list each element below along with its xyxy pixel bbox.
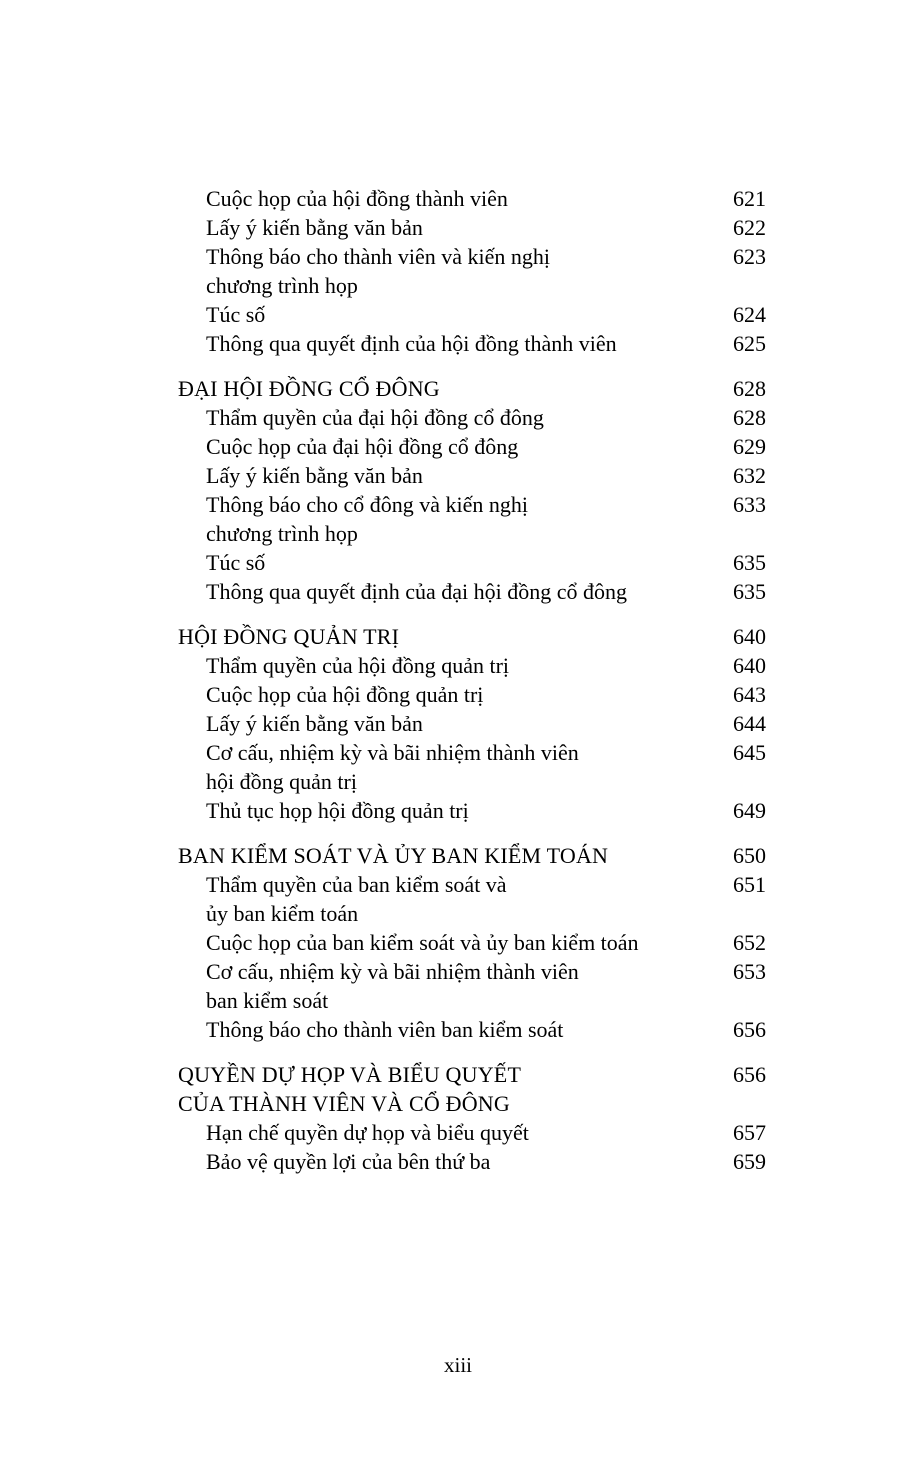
toc-entry-label: Túc số <box>206 302 266 327</box>
toc-entry-label: chương trình họp <box>206 273 358 298</box>
toc-entry-label: Thông báo cho thành viên và kiến nghị <box>206 244 550 269</box>
toc-entry <box>178 548 766 577</box>
toc-entry-line <box>178 548 766 577</box>
toc-entry-line <box>178 709 766 738</box>
toc-entry-page-number: 653 <box>733 959 766 984</box>
toc-entry <box>178 213 766 242</box>
toc-entry-line <box>178 738 766 767</box>
toc-entry-label: Thông báo cho cổ đông và kiến nghị <box>206 492 528 517</box>
toc-entry-label: Cơ cấu, nhiệm kỳ và bãi nhiệm thành viên <box>206 740 579 765</box>
toc-entry-label: Cuộc họp của hội đồng quản trị <box>206 682 484 707</box>
toc-entry-page-number: 640 <box>733 653 766 678</box>
toc-entry-label: Thông qua quyết định của hội đồng thành viên <box>206 331 617 356</box>
toc-entry <box>178 242 766 300</box>
toc-entry-label: ban kiểm soát <box>206 988 329 1013</box>
toc-entry-line <box>178 767 766 796</box>
page-footer <box>0 1352 916 1378</box>
toc-entry-page-number: 656 <box>733 1017 766 1042</box>
toc-entry <box>178 870 766 928</box>
toc-entry-page-number: 635 <box>733 550 766 575</box>
toc-entry-page-number: 635 <box>733 579 766 604</box>
toc-entry <box>178 461 766 490</box>
toc-section-heading-line <box>178 1060 766 1089</box>
toc-entry-page-number: 651 <box>733 872 766 897</box>
toc-entry-line <box>178 957 766 986</box>
toc-entry-page-number: 629 <box>733 434 766 459</box>
toc-entry-label: Lấy ý kiến bằng văn bản <box>206 463 423 488</box>
toc-entry-page-number: 624 <box>733 302 766 327</box>
toc-entry-label: Hạn chế quyền dự họp và biểu quyết <box>206 1120 529 1145</box>
toc-entry-label: hội đồng quản trị <box>206 769 357 794</box>
toc-entry <box>178 329 766 358</box>
toc-entry-line <box>178 986 766 1015</box>
toc-entry <box>178 651 766 680</box>
toc-entry-label: Túc số <box>206 550 266 575</box>
toc-entry-label: Cuộc họp của ban kiểm soát và ủy ban kiểm toán <box>206 930 639 955</box>
toc-entry-line <box>178 680 766 709</box>
toc-entry-page-number: 643 <box>733 682 766 707</box>
toc-section-heading-label: CỦA THÀNH VIÊN VÀ CỔ ĐÔNG <box>178 1091 510 1116</box>
toc-entry-line <box>178 329 766 358</box>
toc-section-heading <box>178 841 766 870</box>
toc-entry <box>178 577 766 606</box>
toc-entry-label: Cuộc họp của đại hội đồng cổ đông <box>206 434 519 459</box>
toc-section-heading-line <box>178 841 766 870</box>
toc-section <box>178 184 766 358</box>
toc-entry-page-number: 657 <box>733 1120 766 1145</box>
toc-section-heading <box>178 374 766 403</box>
toc-entry <box>178 796 766 825</box>
toc-section-heading <box>178 1060 766 1118</box>
toc-entry-line <box>178 184 766 213</box>
toc-entry-page-number: 621 <box>733 186 766 211</box>
toc-section <box>178 374 766 606</box>
toc-entry <box>178 928 766 957</box>
toc-entry <box>178 738 766 796</box>
toc-entry-page-number: 633 <box>733 492 766 517</box>
toc-entry-line <box>178 651 766 680</box>
toc-section-heading-label: QUYỀN DỰ HỌP VÀ BIỂU QUYẾT <box>178 1062 522 1087</box>
toc-section-heading-page-number: 628 <box>733 376 766 401</box>
toc-entry-label: Cơ cấu, nhiệm kỳ và bãi nhiệm thành viên <box>206 959 579 984</box>
toc-entry-page-number: 622 <box>733 215 766 240</box>
toc-entry-page-number: 625 <box>733 331 766 356</box>
toc-entry-line <box>178 1147 766 1176</box>
toc-entry-label: Cuộc họp của hội đồng thành viên <box>206 186 508 211</box>
toc-entry-page-number: 644 <box>733 711 766 736</box>
toc-section-heading-label: BAN KIỂM SOÁT VÀ ỦY BAN KIỂM TOÁN <box>178 843 609 868</box>
toc-entry-page-number: 659 <box>733 1149 766 1174</box>
toc-entry-label: Bảo vệ quyền lợi của bên thứ ba <box>206 1149 491 1174</box>
toc-entry-line <box>178 870 766 899</box>
toc-entry-line <box>178 928 766 957</box>
toc-entry-line <box>178 577 766 606</box>
toc-entry-page-number: 632 <box>733 463 766 488</box>
toc-entry-page-number: 645 <box>733 740 766 765</box>
toc-section-heading <box>178 622 766 651</box>
toc-entry <box>178 1015 766 1044</box>
toc-entry-line <box>178 403 766 432</box>
toc-section-heading-line <box>178 622 766 651</box>
toc-section-heading-page-number: 640 <box>733 624 766 649</box>
folio-page-number: xiii <box>443 1353 472 1377</box>
toc-section-heading-page-number: 656 <box>733 1062 766 1087</box>
toc-section-heading-page-number: 650 <box>733 843 766 868</box>
toc-entry-label: ủy ban kiểm toán <box>206 901 359 926</box>
toc-section <box>178 1060 766 1176</box>
toc-entry-line <box>178 796 766 825</box>
toc-entry-page-number: 628 <box>733 405 766 430</box>
toc-entry-label: Lấy ý kiến bằng văn bản <box>206 215 423 240</box>
toc-entry <box>178 709 766 738</box>
toc-entry <box>178 184 766 213</box>
toc-entry-line <box>178 1118 766 1147</box>
toc-section-heading-label: ĐẠI HỘI ĐỒNG CỔ ĐÔNG <box>178 376 440 401</box>
toc <box>178 184 766 1176</box>
toc-entry-page-number: 623 <box>733 244 766 269</box>
toc-entry <box>178 300 766 329</box>
toc-entry-label: Thông báo cho thành viên ban kiểm soát <box>206 1017 564 1042</box>
toc-entry-line <box>178 213 766 242</box>
toc-section-heading-line <box>178 374 766 403</box>
toc-entry-label: Thẩm quyền của đại hội đồng cổ đông <box>206 405 544 430</box>
toc-entry <box>178 490 766 548</box>
toc-entry <box>178 957 766 1015</box>
toc-entry-label: chương trình họp <box>206 521 358 546</box>
toc-entry <box>178 1147 766 1176</box>
toc-section-heading-line <box>178 1089 766 1118</box>
toc-section <box>178 841 766 1044</box>
toc-section <box>178 622 766 825</box>
toc-entry-line <box>178 519 766 548</box>
toc-entry-line <box>178 242 766 271</box>
toc-entry-label: Thông qua quyết định của đại hội đồng cổ đông <box>206 579 627 604</box>
toc-section-heading-label: HỘI ĐỒNG QUẢN TRỊ <box>178 624 400 649</box>
toc-entry <box>178 680 766 709</box>
toc-entry-line <box>178 432 766 461</box>
toc-entry-line <box>178 490 766 519</box>
toc-entry-label: Thẩm quyền của hội đồng quản trị <box>206 653 510 678</box>
toc-entry <box>178 403 766 432</box>
toc-entry <box>178 432 766 461</box>
toc-entry-line <box>178 300 766 329</box>
toc-entry-line <box>178 1015 766 1044</box>
toc-entry <box>178 1118 766 1147</box>
toc-entry-page-number: 652 <box>733 930 766 955</box>
toc-entry-label: Thủ tục họp hội đồng quản trị <box>206 798 469 823</box>
toc-entry-label: Lấy ý kiến bằng văn bản <box>206 711 423 736</box>
toc-entry-line <box>178 271 766 300</box>
toc-entry-line <box>178 461 766 490</box>
toc-entry-page-number: 649 <box>733 798 766 823</box>
toc-entry-line <box>178 899 766 928</box>
toc-entry-label: Thẩm quyền của ban kiểm soát và <box>206 872 507 897</box>
